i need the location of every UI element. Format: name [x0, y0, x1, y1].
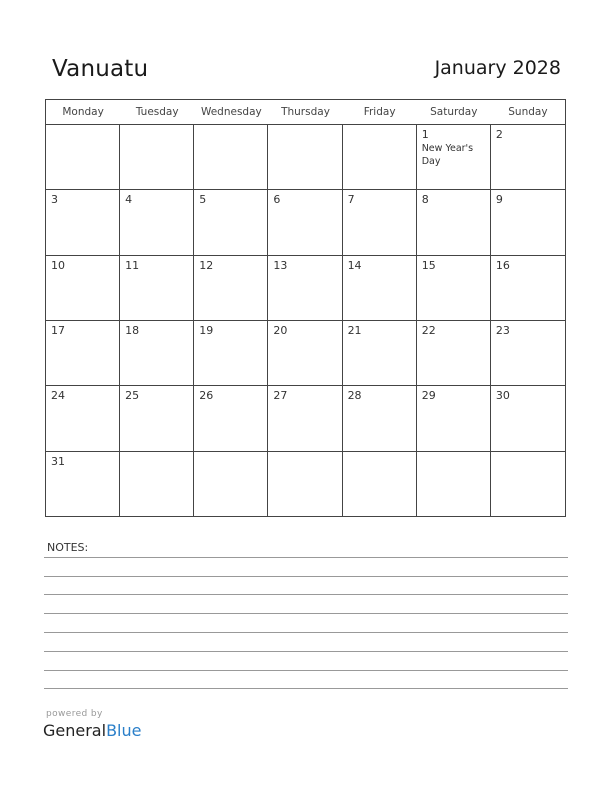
day-cell: [343, 452, 417, 517]
brand-blue: Blue: [106, 721, 142, 740]
day-number: 14: [347, 258, 362, 272]
day-number: 27: [273, 389, 288, 403]
day-number: 22: [421, 324, 436, 337]
brand-general: General: [43, 721, 107, 740]
weekday-monday: Monday: [62, 106, 104, 118]
note-line: [44, 688, 568, 689]
day-cell: [417, 452, 491, 517]
day-cell: [343, 125, 417, 190]
day-cell: [194, 125, 268, 190]
day-cell: [343, 321, 417, 386]
note-line: [44, 632, 568, 633]
day-number: 29: [421, 389, 436, 403]
day-number: 31: [51, 454, 65, 468]
day-number: 11: [125, 258, 140, 272]
day-cell: [268, 321, 342, 386]
day-cell: [491, 386, 565, 451]
weekday-sunday: Sunday: [508, 106, 548, 118]
weekday-header-row: [46, 100, 565, 125]
day-cell: [120, 321, 194, 386]
day-number: 20: [273, 324, 288, 337]
day-cell: [120, 386, 194, 451]
day-number: 19: [199, 324, 214, 337]
day-number: 26: [199, 389, 214, 403]
day-cell: [491, 256, 565, 321]
day-cell: [194, 321, 268, 386]
day-number: 1: [421, 128, 429, 141]
day-number: 12: [199, 258, 214, 272]
day-grid: [46, 125, 565, 517]
day-cell: [46, 452, 120, 517]
day-cell: [343, 256, 417, 321]
day-number: 28: [347, 389, 362, 403]
day-cell: [417, 190, 491, 255]
weekday-tuesday: Tuesday: [135, 106, 179, 118]
day-cell: [491, 321, 565, 386]
day-number: 24: [51, 389, 65, 403]
day-cell: [343, 190, 417, 255]
day-number: 25: [125, 389, 140, 403]
day-cell: [120, 452, 194, 517]
day-number: 3: [51, 193, 58, 207]
holiday-label: New Year's Day: [421, 143, 474, 167]
weekday-saturday: Saturday: [430, 106, 478, 118]
day-number: 17: [51, 324, 65, 337]
calendar-title-month: January 2028: [434, 57, 561, 79]
calendar-grid: [45, 99, 566, 517]
day-cell: [268, 190, 342, 255]
day-number: 13: [273, 258, 288, 272]
day-number: 21: [347, 324, 362, 337]
day-number: 6: [273, 193, 281, 207]
calendar-title-country: Vanuatu: [52, 56, 149, 82]
day-cell: [343, 386, 417, 451]
day-cell: [194, 386, 268, 451]
day-number: 5: [199, 193, 207, 207]
day-number: 23: [495, 324, 510, 337]
day-number: 2: [495, 128, 503, 141]
day-cell: [46, 386, 120, 451]
day-cell: [417, 125, 491, 190]
day-cell: [120, 190, 194, 255]
day-cell: [194, 190, 268, 255]
day-cell: [417, 256, 491, 321]
note-line: [44, 557, 568, 558]
day-cell: [268, 125, 342, 190]
day-cell: [268, 256, 342, 321]
day-cell: [194, 452, 268, 517]
day-cell: [120, 125, 194, 190]
day-number: 8: [421, 193, 429, 207]
note-line: [44, 651, 568, 652]
weekday-wednesday: Wednesday: [200, 106, 262, 118]
note-line: [44, 594, 568, 595]
day-number: 15: [421, 258, 436, 272]
brand-logo: [43, 721, 141, 740]
note-line: [44, 576, 568, 577]
notes-label: NOTES:: [47, 541, 89, 554]
day-number: 18: [125, 324, 140, 337]
weekday-friday: Friday: [363, 106, 396, 118]
day-cell: [46, 256, 120, 321]
day-cell: [120, 256, 194, 321]
day-cell: [268, 386, 342, 451]
powered-by-text: powered by: [46, 709, 103, 719]
day-cell: [417, 321, 491, 386]
day-cell: [194, 256, 268, 321]
day-cell: [46, 125, 120, 190]
day-number: 9: [495, 193, 503, 207]
day-cell: [46, 190, 120, 255]
day-cell: [491, 190, 565, 255]
day-cell: [491, 452, 565, 517]
day-cell: [417, 386, 491, 451]
day-number: 4: [125, 193, 133, 207]
note-line: [44, 670, 568, 671]
day-cell: [46, 321, 120, 386]
weekday-thursday: Thursday: [281, 106, 330, 118]
day-number: 10: [51, 258, 65, 272]
day-cell: [268, 452, 342, 517]
day-number: 16: [495, 258, 510, 272]
note-line: [44, 613, 568, 614]
day-number: 30: [495, 389, 510, 403]
day-cell: [491, 125, 565, 190]
day-number: 7: [347, 193, 355, 207]
